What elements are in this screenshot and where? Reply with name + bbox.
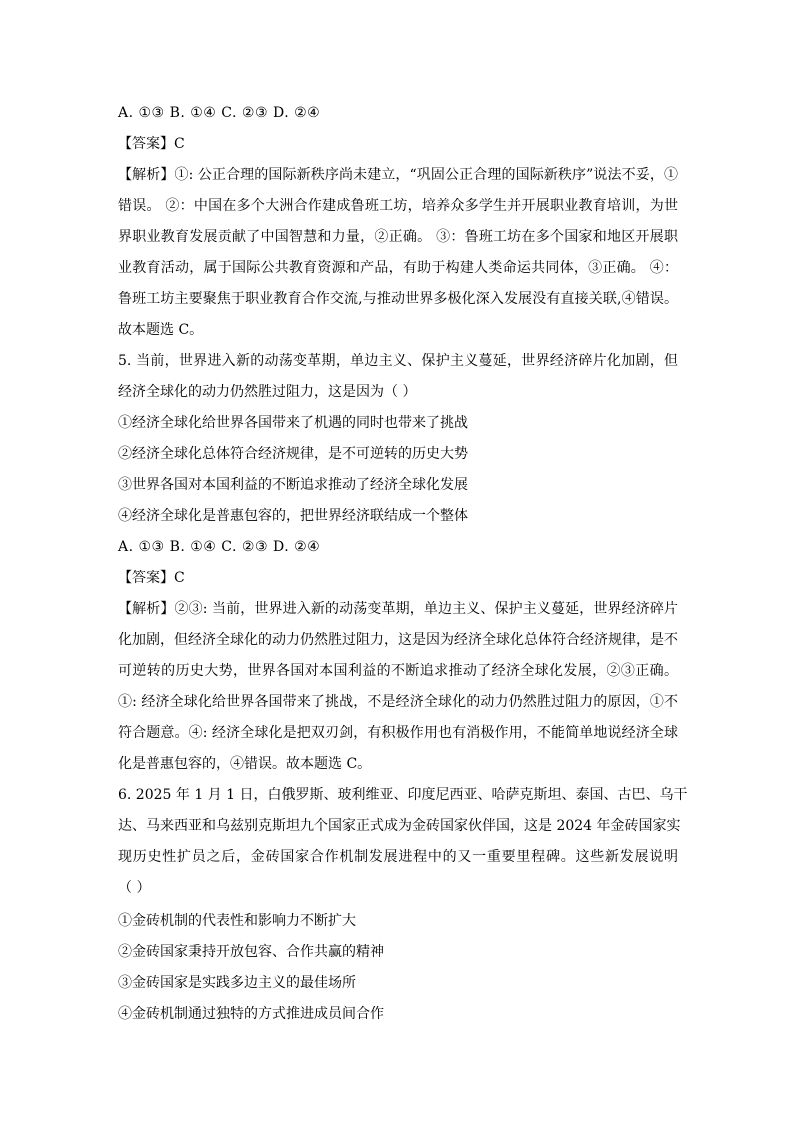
q4-analysis-line: 界职业教育发展贡献了中国智慧和力量，②正确。 ③：鲁班工坊在多个国家和地区开展职 [118, 229, 678, 245]
q5-analysis-line: 可逆转的历史大势，世界各国对本国利益的不断追求推动了经济全球化发展，②③正确。 [118, 663, 678, 679]
q5-stem-line: 5. 当前，世界进入新的动荡变革期，单边主义、保护主义蔓延，世界经济碎片化加剧，但 [118, 353, 678, 369]
q6-stem-line: （ ） [118, 880, 151, 896]
q5-answer: 【答案】C [118, 570, 185, 586]
q6-stem-line: 6. 2025 年 1 月 1 日，白俄罗斯、玻利维亚、印度尼西亚、哈萨克斯坦、泰国、古巴、乌干 [118, 787, 688, 803]
q4-options: A. ①③ B. ①④ C. ②③ D. ②④ [118, 105, 321, 121]
q6-stem-line: 达、马来西亚和乌兹别克斯坦九个国家正式成为金砖国家伙伴国，这是 2024 年金砖国家实 [118, 818, 681, 834]
q5-item: ②经济全球化总体符合经济规律，是不可逆转的历史大势 [118, 446, 468, 462]
q6-item: ①金砖机制的代表性和影响力不断扩大 [118, 913, 356, 929]
q4-analysis-line: 业教育活动，属于国际公共教育资源和产品，有助于构建人类命运共同体，③正确。 ④： [118, 260, 678, 276]
q4-analysis-line: 错误。 ②：中国在多个大洲合作建成鲁班工坊，培养众多学生并开展职业教育培训，为世 [118, 198, 678, 214]
q6-item: ②金砖国家秉持开放包容、合作共赢的精神 [118, 944, 384, 960]
q4-analysis-line: 鲁班工坊主要聚焦于职业教育合作交流,与推动世界多极化深入发展没有直接关联,④错误。 [118, 291, 678, 307]
q6-item: ④金砖机制通过独特的方式推进成员间合作 [118, 1006, 384, 1022]
q5-analysis-line: ①: 经济全球化给世界各国带来了挑战，不是经济全球化的动力仍然胜过阻力的原因，①不 [118, 694, 678, 710]
q5-analysis-line: 化是普惠包容的，④错误。故本题选 C。 [118, 756, 372, 772]
q4-analysis-line: 故本题选 C。 [118, 322, 204, 338]
q4-answer: 【答案】C [118, 136, 185, 152]
q6-item: ③金砖国家是实践多边主义的最佳场所 [118, 975, 356, 991]
q4-analysis-line: 【解析】①: 公正合理的国际新秩序尚未建立，“巩固公正合理的国际新秩序”说法不妥，① [118, 167, 678, 183]
q6-stem-line: 现历史性扩员之后，金砖国家合作机制发展进程中的又一重要里程碑。这些新发展说明 [118, 849, 678, 865]
q5-item: ④经济全球化是普惠包容的，把世界经济联结成一个整体 [118, 508, 468, 524]
q5-analysis-line: 符合题意。④: 经济全球化是把双刃剑，有积极作用也有消极作用，不能简单地说经济全球 [118, 725, 678, 741]
q5-analysis-line: 化加剧，但经济全球化的动力仍然胜过阻力，这是因为经济全球化总体符合经济规律，是不 [118, 632, 678, 648]
q5-item: ①经济全球化给世界各国带来了机遇的同时也带来了挑战 [118, 415, 468, 431]
q5-stem-line: 经济全球化的动力仍然胜过阻力，这是因为（ ） [118, 384, 417, 400]
q5-options: A. ①③ B. ①④ C. ②③ D. ②④ [118, 539, 321, 555]
q5-item: ③世界各国对本国利益的不断追求推动了经济全球化发展 [118, 477, 468, 493]
q5-analysis-line: 【解析】②③: 当前，世界进入新的动荡变革期，单边主义、保护主义蔓延，世界经济碎片 [118, 601, 678, 617]
